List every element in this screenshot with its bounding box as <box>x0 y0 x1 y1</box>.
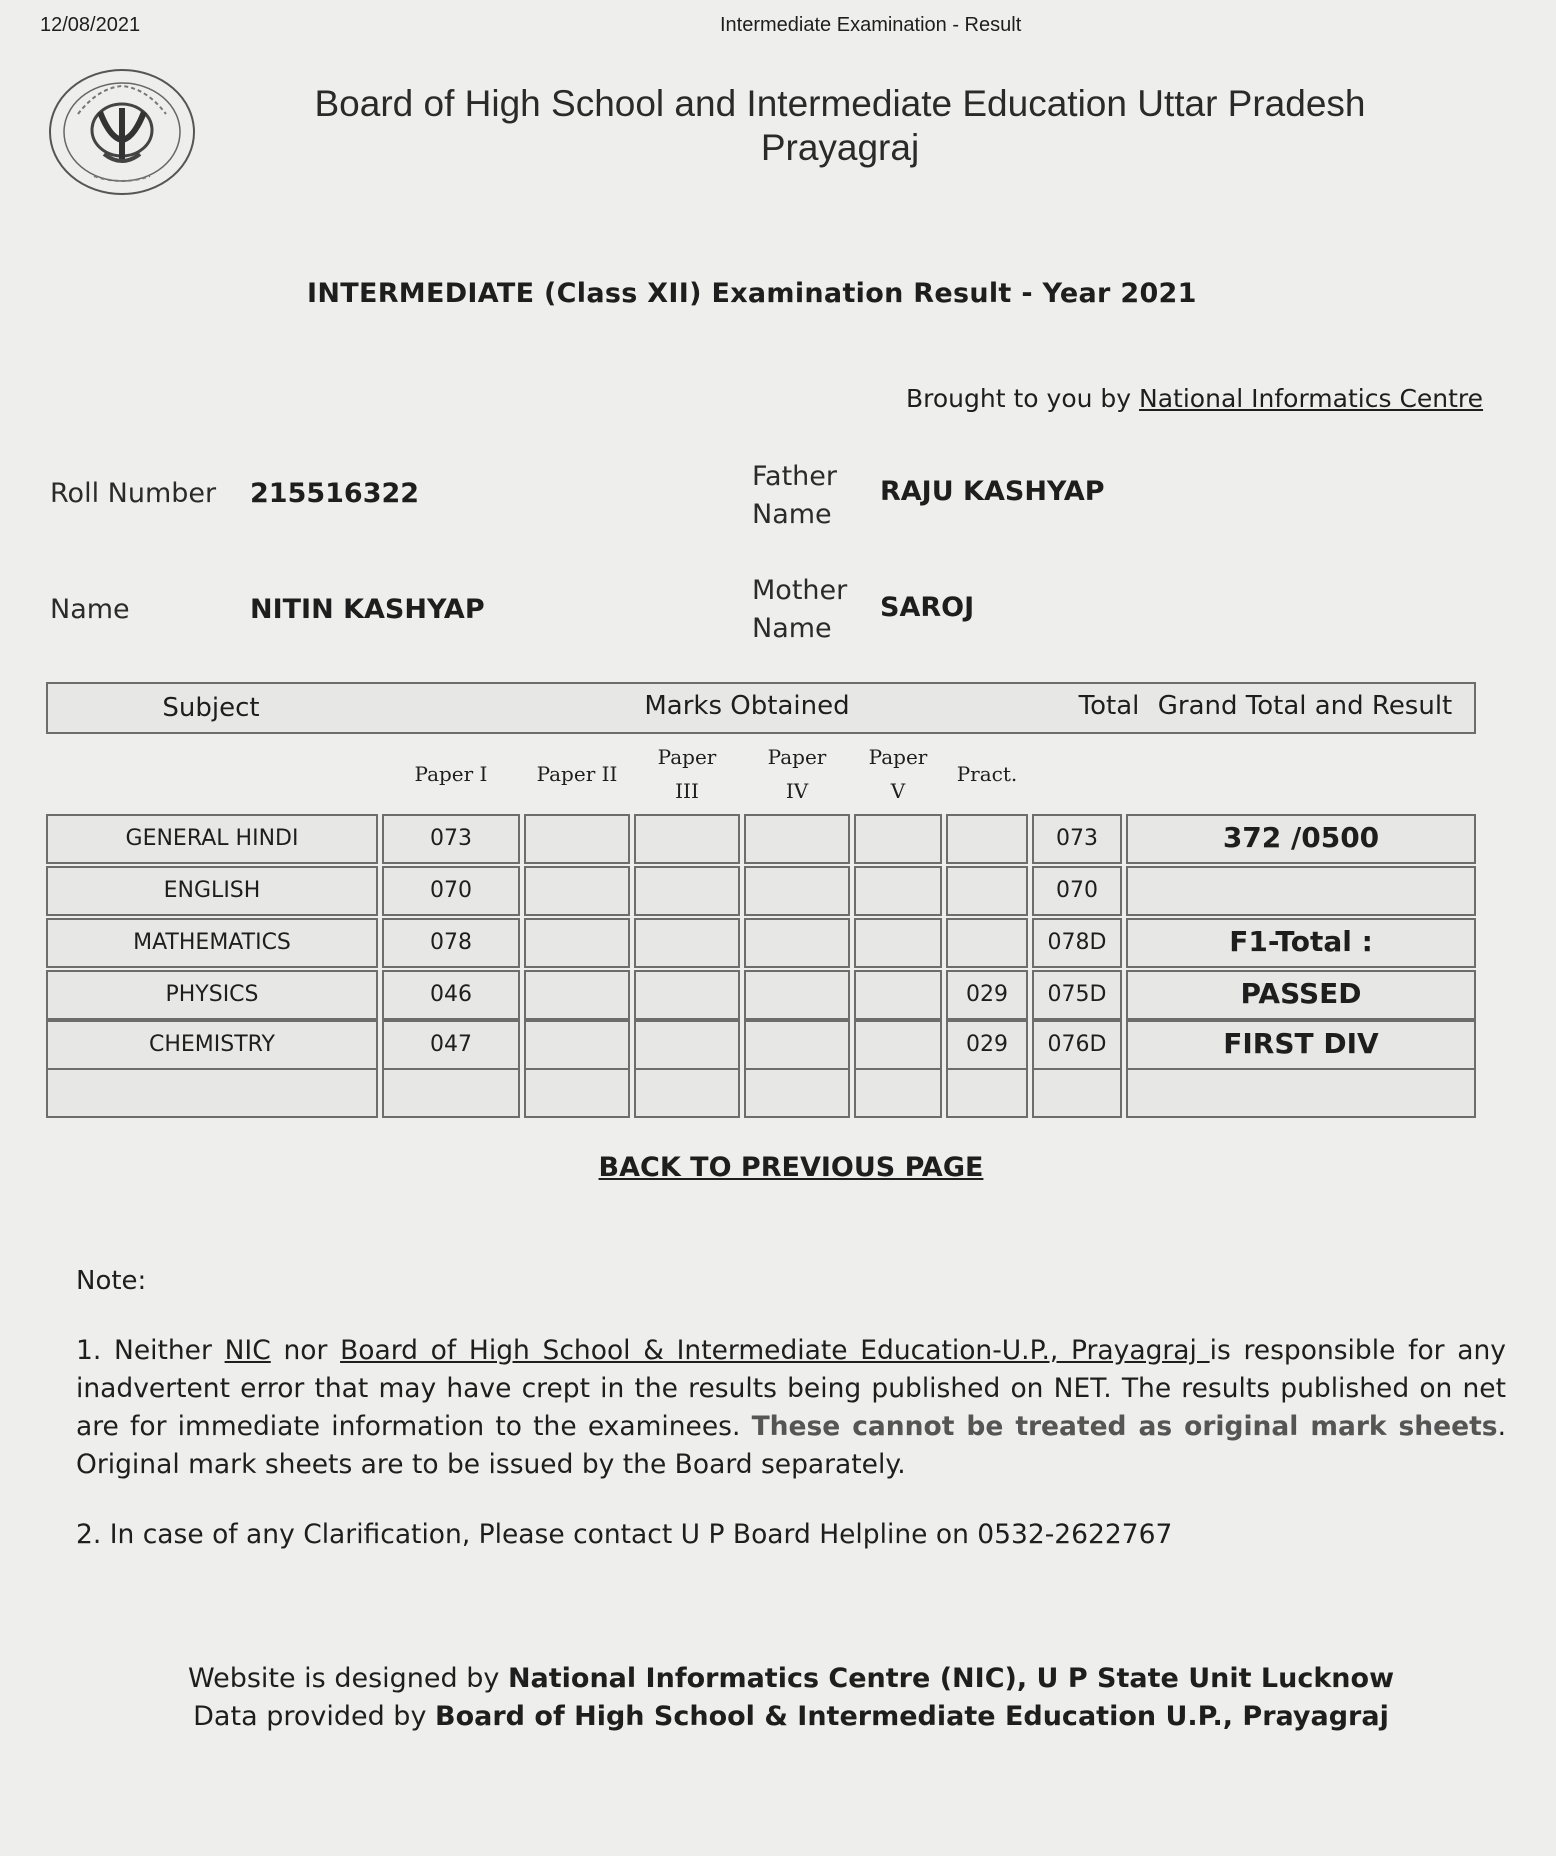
subheader-1: Paper I <box>414 762 488 786</box>
cell-p4 <box>744 970 850 1020</box>
footer-line-2: Data provided by Board of High School & Intermediate Education U.P., Prayagraj <box>193 1701 1389 1732</box>
print-title: Intermediate Examination - Result <box>720 14 1022 36</box>
name-value: NITIN KASHYAP <box>250 594 485 625</box>
cell-p2 <box>524 918 630 968</box>
disclaimer-bold: These cannot be treated as original mark sheets <box>751 1411 1498 1442</box>
cell-text-total: 070 <box>1056 878 1098 903</box>
total-header: Total <box>1078 691 1140 721</box>
brought-by <box>906 384 1483 413</box>
board-seal-icon <box>48 68 196 196</box>
roll-number-value: 215516322 <box>250 478 420 509</box>
cell-p4 <box>744 1068 850 1118</box>
print-date: 12/08/2021 <box>40 14 141 36</box>
name-label: Name <box>50 594 130 625</box>
cell-text-total: 076D <box>1047 1032 1107 1057</box>
grand-result-text: FIRST DIV <box>1223 1027 1379 1060</box>
cell-p2 <box>524 866 630 916</box>
mother-name-label: Mother Name <box>752 575 848 644</box>
cell-text-subject: ENGLISH <box>163 878 261 903</box>
cell-pract <box>946 866 1028 916</box>
note-paragraph-2: 2. In case of any Clarification, Please contact U P Board Helpline on 0532-2622767 <box>76 1519 1173 1550</box>
cell-text-p1: 070 <box>430 878 472 903</box>
cell-p3 <box>634 1068 740 1118</box>
cell-p2 <box>524 1068 630 1118</box>
cell-text-pract: 029 <box>966 1032 1008 1057</box>
exam-title: INTERMEDIATE (Class XII) Examination Result - Year 2021 <box>307 278 1197 309</box>
cell-p5 <box>854 918 942 968</box>
cell-p5 <box>854 970 942 1020</box>
cell-text-total: 078D <box>1047 930 1107 955</box>
board-name-line2: Prayagraj <box>760 127 920 168</box>
cell-p5 <box>854 1068 942 1118</box>
cell-text-pract: 029 <box>966 982 1008 1007</box>
cell-text-total: 073 <box>1056 826 1098 851</box>
cell-text-p1: 078 <box>430 930 472 955</box>
cell-p3 <box>634 866 740 916</box>
subheader-2: Paper II <box>536 762 618 786</box>
cell-p2 <box>524 970 630 1020</box>
cell-grand <box>1126 1068 1476 1118</box>
board-name <box>250 82 1430 170</box>
cell-text-p1: 073 <box>430 826 472 851</box>
cell-p4 <box>744 814 850 864</box>
cell-p4 <box>744 1020 850 1070</box>
cell-p3 <box>634 918 740 968</box>
father-name-label: Father Name <box>752 461 838 530</box>
cell-p5 <box>854 866 942 916</box>
grand-result-text: F1-Total : <box>1229 925 1373 958</box>
cell-text-subject: MATHEMATICS <box>133 930 291 955</box>
nic-note-link[interactable]: NIC <box>224 1335 271 1366</box>
board-note-link[interactable]: Board of High School & Intermediate Education-U.P., Prayagraj <box>340 1335 1210 1366</box>
cell-p5 <box>854 814 942 864</box>
cell-pract <box>946 918 1028 968</box>
subject-header: Subject <box>162 693 260 723</box>
result-table <box>46 682 1476 1117</box>
cell-text-subject: PHYSICS <box>165 982 259 1007</box>
cell-pract <box>946 1068 1028 1118</box>
grand-result-text: 372 /0500 <box>1222 821 1380 854</box>
subheader-6: Pract. <box>956 762 1018 786</box>
nic-link[interactable]: National Informatics Centre <box>1139 384 1484 413</box>
roll-number-label: Roll Number <box>50 478 217 509</box>
cell-pract <box>946 814 1028 864</box>
cell-p4 <box>744 918 850 968</box>
mother-name-value: SAROJ <box>880 592 975 623</box>
father-name-value: RAJU KASHYAP <box>880 476 1105 507</box>
subheader-3: Paper III <box>657 745 717 803</box>
cell-grand <box>1126 866 1476 916</box>
cell-p2 <box>524 1020 630 1070</box>
subheader-4: Paper IV <box>767 745 827 803</box>
cell-p3 <box>634 1020 740 1070</box>
cell-p3 <box>634 970 740 1020</box>
cell-p3 <box>634 814 740 864</box>
cell-p4 <box>744 866 850 916</box>
brought-prefix: Brought to you by <box>906 384 1132 413</box>
cell-p5 <box>854 1020 942 1070</box>
note-heading: Note: <box>76 1266 147 1296</box>
cell-subject <box>46 1068 378 1118</box>
grand-result-text: PASSED <box>1240 977 1362 1010</box>
cell-text-p1: 046 <box>430 982 472 1007</box>
note-paragraph-1: 1. Neither NIC nor Board of High School & Intermediate Education-U.P., Prayagraj is responsible for any inadvertent error that may have crept in the results being published on NET. The results published on net are for immediate information to the examinees. These cannot be treated as original mark sheets. Original mark sheets are to be issued by the Board separately. <box>76 1335 1506 1480</box>
cell-p1 <box>382 1068 520 1118</box>
cell-text-total: 075D <box>1047 982 1107 1007</box>
back-to-previous-page-link[interactable]: BACK TO PREVIOUS PAGE <box>598 1152 984 1183</box>
cell-text-subject: CHEMISTRY <box>149 1032 275 1057</box>
cell-p2 <box>524 814 630 864</box>
cell-text-subject: GENERAL HINDI <box>125 826 299 851</box>
subheader-5: Paper V <box>868 745 928 803</box>
marks-obtained-header: Marks Obtained <box>644 691 850 721</box>
board-name-line1: Board of High School and Intermediate Education Uttar Pradesh <box>314 83 1366 124</box>
grand-total-header: Grand Total and Result <box>1157 691 1453 721</box>
cell-text-p1: 047 <box>430 1032 472 1057</box>
footer-line-1: Website is designed by National Informatics Centre (NIC), U P State Unit Lucknow <box>187 1663 1395 1694</box>
cell-total <box>1032 1068 1122 1118</box>
